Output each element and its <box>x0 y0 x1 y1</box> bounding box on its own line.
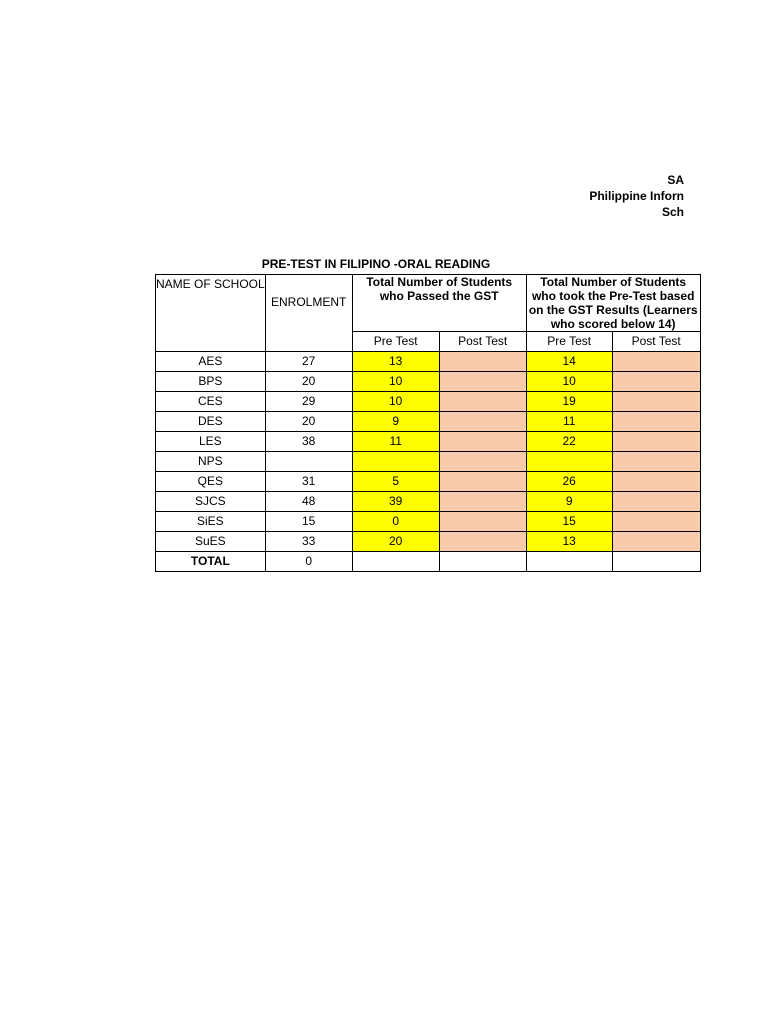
gst-pre-test-cell[interactable]: 13 <box>352 352 439 372</box>
table-row <box>156 432 701 452</box>
gst-post-test-cell[interactable] <box>439 372 526 392</box>
school-cell[interactable]: QES <box>156 472 266 492</box>
pt-pre-test-cell[interactable]: 13 <box>526 532 612 552</box>
gst-post-test-cell[interactable] <box>439 532 526 552</box>
table-row <box>156 392 701 412</box>
enrolment-cell[interactable]: 31 <box>265 472 352 492</box>
enrolment-header-label: ENROLMENT <box>271 295 347 309</box>
pt-post-test-cell[interactable] <box>612 532 700 552</box>
school-cell[interactable]: LES <box>156 432 266 452</box>
gst-pre-test-cell[interactable]: 10 <box>352 372 439 392</box>
table-row <box>156 512 701 532</box>
gst-pre-test-cell[interactable]: 5 <box>352 472 439 492</box>
pt-post-test-cell[interactable] <box>612 452 700 472</box>
pt-pre-test-cell[interactable]: 15 <box>526 512 612 532</box>
table-row <box>156 452 701 472</box>
table-row <box>156 352 701 372</box>
header-line-1: SA <box>667 173 684 187</box>
pt-pre-test-cell[interactable]: 10 <box>526 372 612 392</box>
enrolment-column-header <box>265 275 352 352</box>
school-cell[interactable]: SuES <box>156 532 266 552</box>
enrolment-cell[interactable]: 38 <box>265 432 352 452</box>
enrolment-cell[interactable]: 33 <box>265 532 352 552</box>
pt-pre-test-cell[interactable] <box>526 452 612 472</box>
header-row <box>156 275 701 332</box>
gst-pre-test-cell[interactable] <box>352 452 439 472</box>
total-row <box>156 552 701 572</box>
pt-pre-test-cell[interactable]: 22 <box>526 432 612 452</box>
gst-passed-header: Total Number of Students who Passed the GST <box>352 275 526 332</box>
table-title: PRE-TEST IN FILIPINO -ORAL READING <box>261 257 491 271</box>
total-pt-pre[interactable] <box>526 552 612 572</box>
header-line-3: Sch <box>661 205 684 219</box>
total-label[interactable]: TOTAL <box>156 552 266 572</box>
gst-pre-test-cell[interactable]: 39 <box>352 492 439 512</box>
pt-pre-test-cell[interactable]: 11 <box>526 412 612 432</box>
school-cell[interactable]: NPS <box>156 452 266 472</box>
gst-pre-test-cell[interactable]: 10 <box>352 392 439 412</box>
gst-pre-test-cell[interactable]: 9 <box>352 412 439 432</box>
gst-pre-test-cell[interactable]: 11 <box>352 432 439 452</box>
gst-post-test-cell[interactable] <box>439 472 526 492</box>
gst-post-test-cell[interactable] <box>439 492 526 512</box>
school-cell[interactable]: SJCS <box>156 492 266 512</box>
pt-pre-test-cell[interactable]: 19 <box>526 392 612 412</box>
pt-post-test-cell[interactable] <box>612 392 700 412</box>
enrolment-cell[interactable]: 20 <box>265 372 352 392</box>
pt-pre-test-cell[interactable]: 26 <box>526 472 612 492</box>
gst-pre-test-cell[interactable]: 20 <box>352 532 439 552</box>
gst-post-test-cell[interactable] <box>439 392 526 412</box>
pt-post-test-cell[interactable] <box>612 412 700 432</box>
pt-post-test-cell[interactable] <box>612 432 700 452</box>
pt-pre-test-cell[interactable]: 9 <box>526 492 612 512</box>
gst-post-test-cell[interactable] <box>439 412 526 432</box>
pt-pre-test-header: Pre Test <box>526 332 612 352</box>
school-cell[interactable]: DES <box>156 412 266 432</box>
enrolment-cell[interactable] <box>265 452 352 472</box>
total-gst-pre[interactable] <box>352 552 439 572</box>
school-cell[interactable]: AES <box>156 352 266 372</box>
pt-pre-test-cell[interactable]: 14 <box>526 352 612 372</box>
gst-post-test-cell[interactable] <box>439 352 526 372</box>
enrolment-cell[interactable]: 15 <box>265 512 352 532</box>
gst-post-test-cell[interactable] <box>439 452 526 472</box>
pt-post-test-cell[interactable] <box>612 472 700 492</box>
table-row <box>156 412 701 432</box>
enrolment-cell[interactable]: 20 <box>265 412 352 432</box>
enrolment-cell[interactable]: 29 <box>265 392 352 412</box>
gst-post-test-cell[interactable] <box>439 432 526 452</box>
pt-post-test-cell[interactable] <box>612 352 700 372</box>
school-cell[interactable]: SiES <box>156 512 266 532</box>
school-cell[interactable]: BPS <box>156 372 266 392</box>
total-enrolment[interactable]: 0 <box>265 552 352 572</box>
enrolment-cell[interactable]: 27 <box>265 352 352 372</box>
document-header <box>464 172 684 220</box>
school-column-header: NAME OF SCHOOL <box>156 275 266 352</box>
pt-post-test-cell[interactable] <box>612 492 700 512</box>
table-row <box>156 472 701 492</box>
table-row <box>156 532 701 552</box>
gst-post-test-header: Post Test <box>439 332 526 352</box>
pt-post-test-cell[interactable] <box>612 512 700 532</box>
gst-pre-test-cell[interactable]: 0 <box>352 512 439 532</box>
table-row <box>156 372 701 392</box>
table-row <box>156 492 701 512</box>
pretest-takers-header: Total Number of Students who took the Pre-Test based on the GST Results (Learners who scored below 14) <box>526 275 700 332</box>
gst-post-test-cell[interactable] <box>439 512 526 532</box>
pt-post-test-header: Post Test <box>612 332 700 352</box>
total-pt-post[interactable] <box>612 552 700 572</box>
total-gst-post[interactable] <box>439 552 526 572</box>
gst-pre-test-header: Pre Test <box>352 332 439 352</box>
pt-post-test-cell[interactable] <box>612 372 700 392</box>
school-cell[interactable]: CES <box>156 392 266 412</box>
enrolment-cell[interactable]: 48 <box>265 492 352 512</box>
results-table <box>155 274 701 572</box>
header-line-2: Philippine Inforn <box>589 189 684 203</box>
